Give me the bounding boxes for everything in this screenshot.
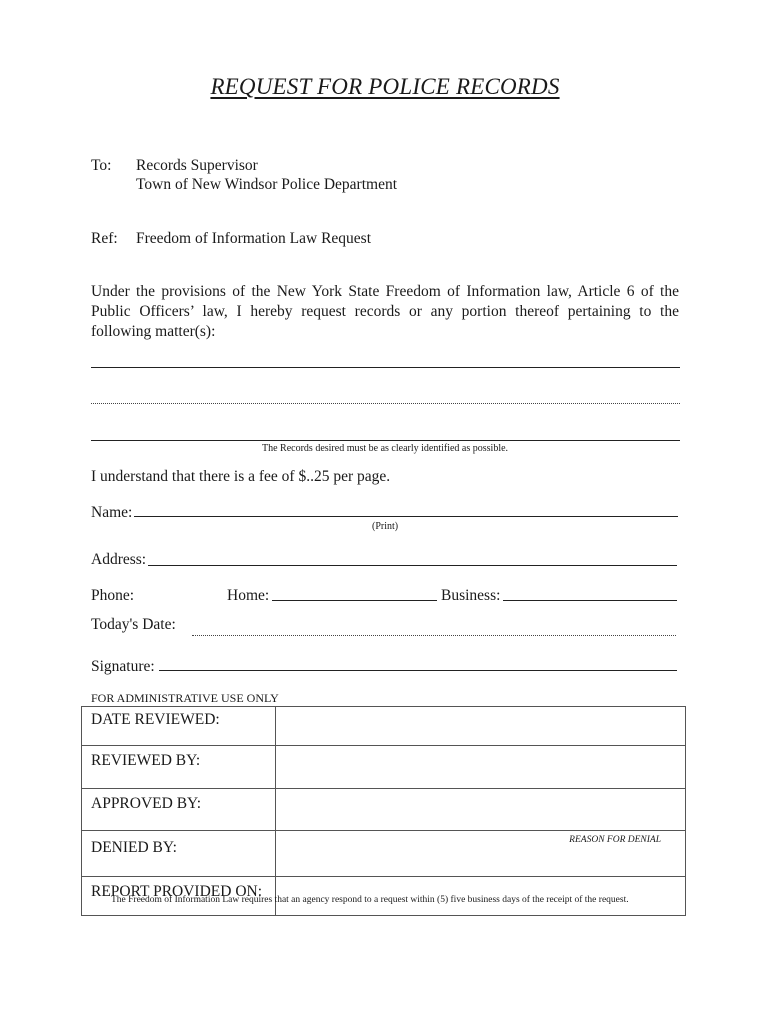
matter-line-3[interactable] [91,440,680,441]
address-field[interactable] [148,565,677,566]
admin-table [81,706,686,916]
name-field[interactable] [134,516,678,517]
address-label: Address: [91,551,147,568]
matter-line-1[interactable] [91,367,680,368]
ref-label: Ref: [91,230,118,247]
reason-for-denial-label: REASON FOR DENIAL [569,835,661,845]
approved-by-label: APPROVED BY: [82,789,276,831]
ref-value: Freedom of Information Law Request [136,230,372,247]
phone-label: Phone: [91,587,135,604]
date-reviewed-label: DATE REVIEWED: [82,707,276,746]
footer-note: The Freedom of Information Law requires that an agency respond to a request within (5) five business days of the receipt of the request. [111,895,629,905]
home-phone-field[interactable] [272,600,437,601]
approved-by-cell[interactable] [276,789,686,831]
to-recipient: Records Supervisor [136,157,258,174]
admin-row-reviewed-by [82,746,686,789]
admin-row-date-reviewed [82,707,686,746]
report-provided-label: REPORT PROVIDED ON: [82,877,276,916]
name-label: Name: [91,504,133,521]
matter-line-2[interactable] [91,403,680,404]
records-note: The Records desired must be as clearly identified as possible. [262,443,509,454]
fee-text: I understand that there is a fee of $..25 per page. [91,468,391,485]
print-note: (Print) [372,521,399,532]
reviewed-by-label: REVIEWED BY: [82,746,276,789]
page-title: REQUEST FOR POLICE RECORDS [210,74,560,99]
to-department: Town of New Windsor Police Department [136,176,398,193]
signature-field[interactable] [159,670,677,671]
business-label: Business: [441,587,501,604]
business-phone-field[interactable] [503,600,677,601]
denied-by-label: DENIED BY: [82,831,276,877]
admin-heading: FOR ADMINISTRATIVE USE ONLY [91,691,279,705]
date-field[interactable] [192,635,676,636]
admin-row-denied-by [82,831,686,877]
date-label: Today's Date: [91,616,176,633]
denied-by-cell[interactable] [276,831,686,877]
signature-label: Signature: [91,658,155,675]
home-label: Home: [227,587,270,604]
to-label: To: [91,157,112,174]
request-paragraph: Under the provisions of the New York State Freedom of Information law, Article 6 of the Public Officers’ law, I hereby request records or any portion thereof pertaining to the following matter(s): [91,283,679,340]
date-reviewed-cell[interactable] [276,707,686,746]
reviewed-by-cell[interactable] [276,746,686,789]
admin-row-approved-by [82,789,686,831]
